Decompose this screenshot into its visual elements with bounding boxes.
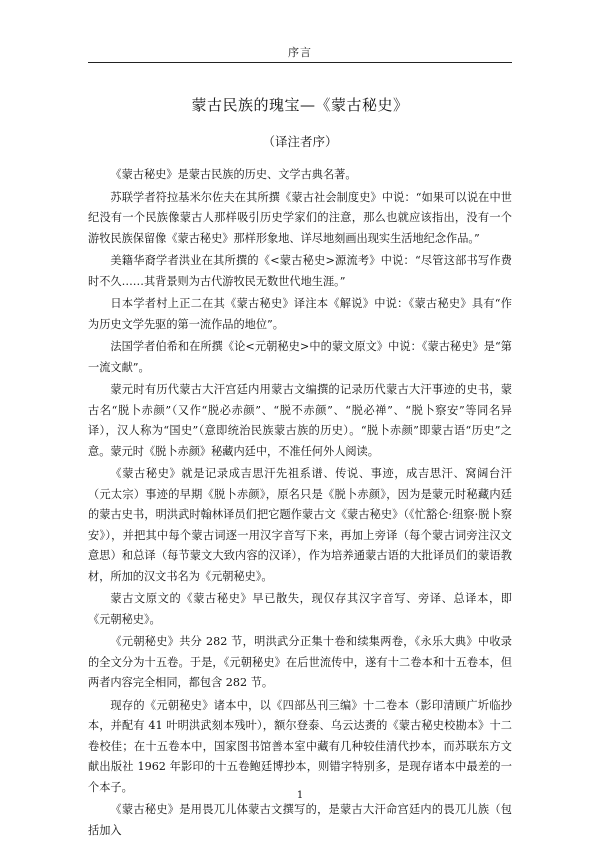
paragraph: 蒙古文原文的《蒙古秘史》早已散失，现仅存其汉字音写、旁译、总译本，即《元朝秘史》。	[88, 592, 512, 626]
paragraph: 《蒙古秘史》就是记录成吉思汗先祖系谱、传说、事迹，成吉思汗、窝阔台汗（元太宗）事迹的早期《脱卜赤颜》，原名只是《脱卜赤颜》，因为是蒙元时秘藏内廷的蒙古史书，明洪武时翰林译员们把它题作蒙古文《蒙古秘史》（《忙豁仑·纽察·脱卜察安》），并把其中每个蒙古词逐一用汉字音写下来，再加上旁译（每个蒙古词旁注汉文意思）和总译（每节蒙文大致内容的汉译），作为培养通蒙古语的大批译员们的蒙语教材，所加的汉文书名为《元朝秘史》。	[88, 467, 512, 583]
paragraph: 蒙元时有历代蒙古大汗宫廷内用蒙古文编撰的记录历代蒙古大汗事迹的史书，蒙古名“脱卜赤颜”（又作“脱必赤颜”、“脱不赤颜”、“脱必禅”、“脱卜察安”等同名异译），汉人称为“国史”（意即统治民族蒙古族的历史）。“脱卜赤颜”即蒙古语“历史”之意。蒙元时《脱卜赤颜》秘藏内廷中，不准任何外人阅读。	[88, 383, 512, 458]
paragraph: 现存的《元朝秘史》诸本中，以《四部丛刊三编》十二卷本（影印清顾广圻临抄本，并配有 41 叶明洪武刻本残叶），额尔登泰、乌云达赉的《蒙古秘史校勘本》十二卷校佳；在十五卷本中，国家图书馆善本室中藏有几种较佳清代抄本，而苏联东方文献出版社 1962 年影印的十五卷鲍廷博抄本，则错字特别多，是现存诸本中最差的一个本子。	[88, 698, 512, 794]
body-text	[88, 165, 512, 843]
header-rule	[88, 62, 512, 63]
page-number: 1	[296, 790, 304, 801]
paragraph: 法国学者伯希和在所撰《论<元朝秘史>中的蒙文原文》中说：《蒙古秘史》是“第一流文献”。	[88, 340, 512, 374]
paragraph: 《元朝秘史》共分 282 节，明洪武分正集十卷和续集两卷，《永乐大典》中收录的全文分为十五卷。于是，《元朝秘史》在后世流传中，遂有十二卷本和十五卷本，但两者内容完全相同，都包含 282 节。	[88, 635, 512, 689]
article-subtitle: （译注者序）	[262, 134, 338, 149]
paragraph: 《蒙古秘史》是蒙古民族的历史、文学古典名著。	[110, 168, 357, 181]
article-title: 蒙古民族的瑰宝—《蒙古秘史》	[191, 96, 409, 114]
paragraph: 日本学者村上正二在其《蒙古秘史》译注本《解说》中说：《蒙古秘史》具有“作为历史文学先驱的第一流作品的地位”。	[88, 297, 512, 331]
paragraph: 《蒙古秘史》是用畏兀儿体蒙古文撰写的，是蒙古大汗命宫廷内的畏兀儿族（包括加入	[88, 803, 512, 837]
paragraph: 美籍华裔学者洪业在其所撰的《<蒙古秘史>源流考》中说：“尽管这部书写作费时不久……其背景则为古代游牧民无数世代地生涯。”	[88, 254, 512, 288]
running-header: 序言	[288, 46, 312, 59]
paragraph: 苏联学者符拉基米尔佐夫在其所撰《蒙古社会制度史》中说：“如果可以说在中世纪没有一个民族像蒙古人那样吸引历史学家们的注意，那么也就应该指出，没有一个游牧民族保留像《蒙古秘史》那样形象地、详尽地刻画出现实生活地纪念作品。”	[88, 190, 512, 245]
